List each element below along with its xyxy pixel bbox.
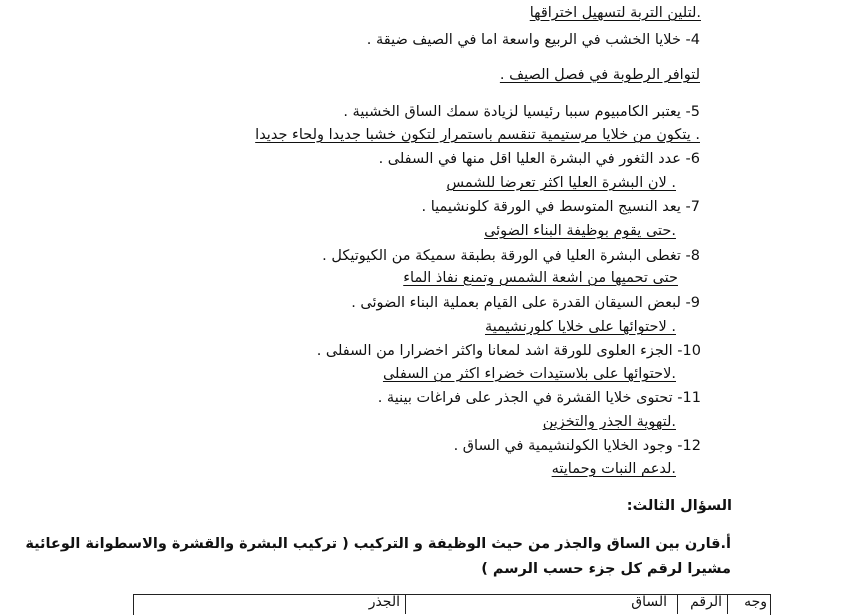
answer-line: . لاحتوائها على خلايا كلورنشيمية xyxy=(485,319,676,335)
table-divider xyxy=(727,594,728,614)
statement-line: 9- لبعض السيقان القدرة على القيام بعملية البناء الضوئى . xyxy=(351,295,700,311)
statement-line: 10- الجزء العلوى للورقة اشد لمعانا واكثر اخضرارا من السفلى . xyxy=(316,343,701,359)
statement-line: 4- خلايا الخشب في الربيع واسعة اما في الصيف ضيقة . xyxy=(366,32,700,48)
question-a-line2: مشيرا لرقم كل جزء حسب الرسم ) xyxy=(481,561,731,577)
table-divider xyxy=(677,594,678,614)
question-a-line1: أ.قارن بين الساق والجذر من حيث الوظيفة و التركيب ( تركيب البشرة والقشرة والاسطوانة الوعائية xyxy=(25,536,731,552)
statement-line: 6- عدد الثغور في البشرة العليا اقل منها في السفلى . xyxy=(378,151,700,167)
answer-line: حتى تحميها من اشعة الشمس وتمنع نفاذ الماء xyxy=(403,270,678,286)
table-header-stem: الساق xyxy=(631,594,667,610)
answer-line: . لان البشرة العليا اكثر تعرضا للشمس xyxy=(446,175,676,191)
answer-line: .لتلين التربة لتسهيل اختراقها xyxy=(529,5,701,21)
answer-line: . يتكون من خلايا مرستيمية تنقسم باستمرار لتكون خشبا جديدا ولحاء جديدا xyxy=(255,127,700,143)
comparison-table xyxy=(133,594,771,615)
answer-line: .لتهوية الجذر والتخزين xyxy=(542,414,676,430)
statement-line: 11- تحتوى خلايا القشرة في الجذر على فراغات بينية . xyxy=(377,390,701,406)
statement-line: 5- يعتبر الكامبيوم سببا رئيسيا لزيادة سمك الساق الخشبية . xyxy=(343,104,700,120)
answer-line: .لدعم النبات وحمايته xyxy=(551,461,676,477)
table-header-root: الجذر xyxy=(368,594,400,610)
section-title: السؤال الثالث: xyxy=(626,498,732,514)
table-header-number: الرقم xyxy=(690,594,722,610)
statement-line: 8- تغطى البشرة العليا في الورقة بطبقة سميكة من الكيوتيكل . xyxy=(322,248,700,264)
statement-line: 7- يعد النسيج المتوسط في الورقة كلونشيميا . xyxy=(421,199,700,215)
table-divider xyxy=(405,594,406,614)
answer-line: .لاحتوائها على بلاستيدات خضراء اكثر من السفلى xyxy=(382,366,676,382)
answer-line: لتوافر الرطوبة في فصل الصيف . xyxy=(499,67,700,83)
table-header-face: وجه xyxy=(744,594,767,610)
statement-line: 12- وجود الخلايا الكولنشيمية في الساق . xyxy=(453,438,701,454)
answer-line: .حتى يقوم بوظيفة البناء الضوئى xyxy=(484,223,676,239)
